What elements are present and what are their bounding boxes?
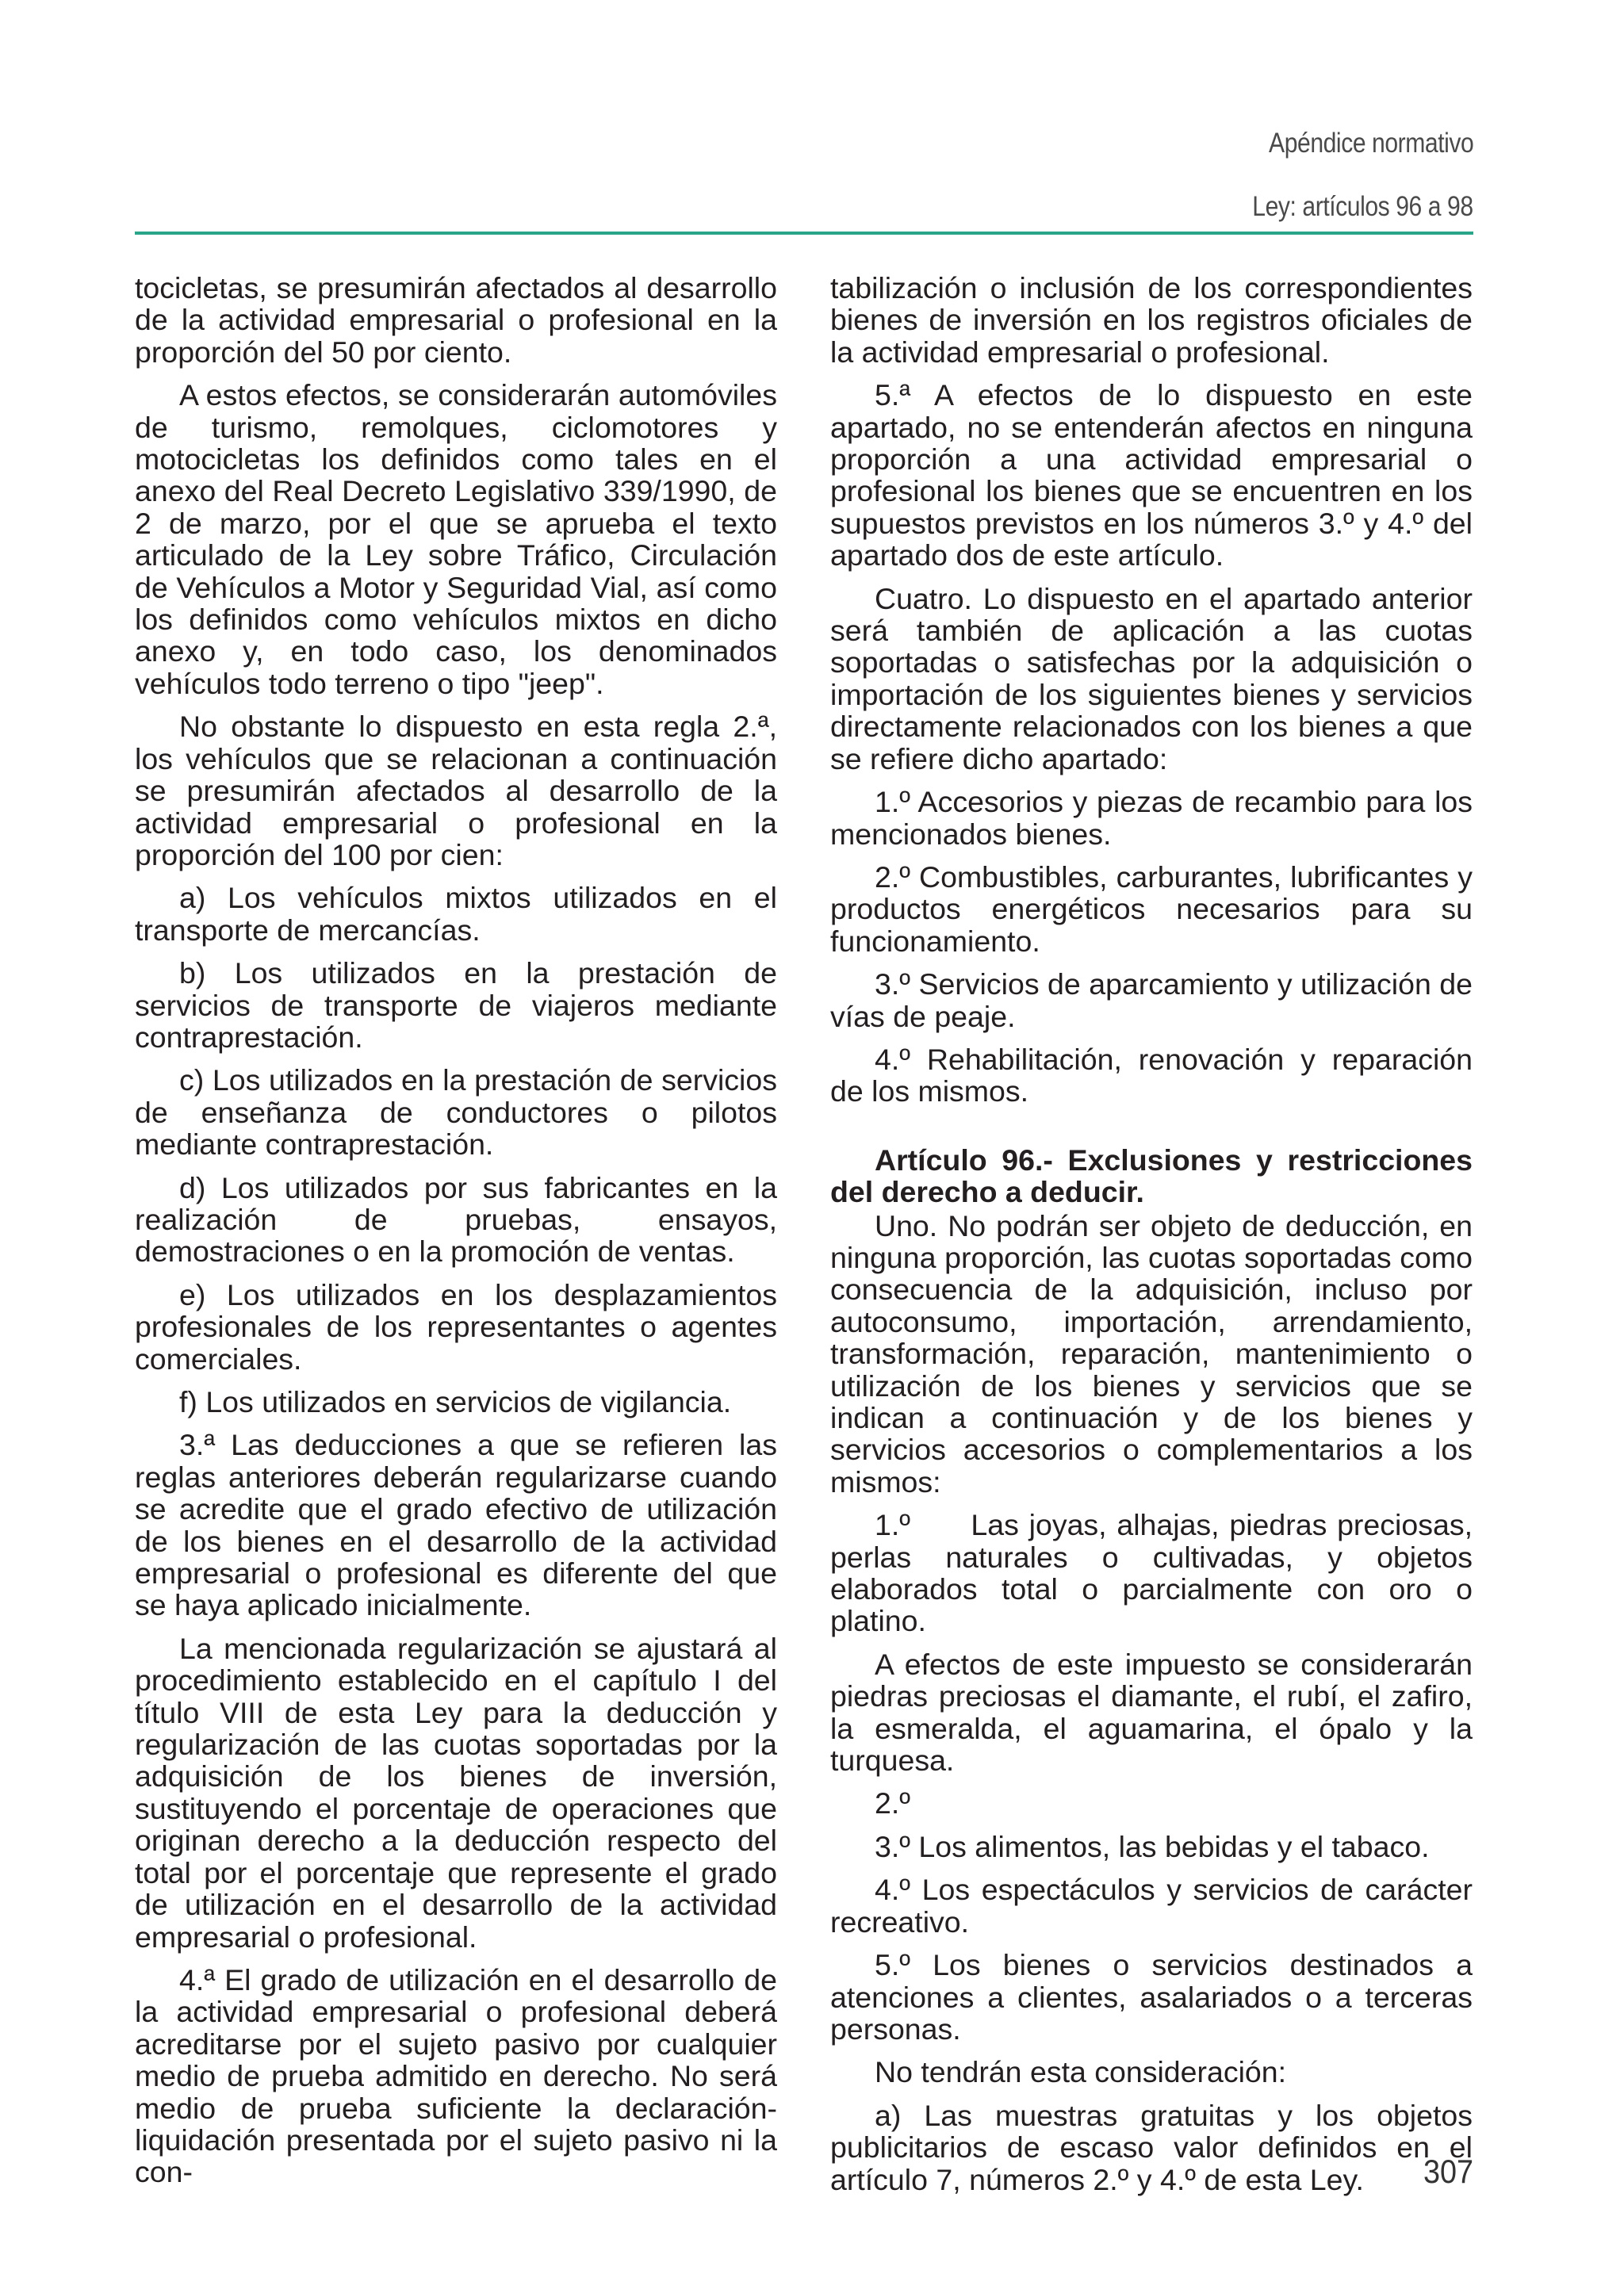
right-column xyxy=(830,271,1481,2207)
paragraph: 5.ª A efectos de lo dispuesto en este apartado, no se entenderán afectos en ninguna proporción a una actividad empresarial o profesional los bienes que se encuentren en los supuestos previstos en los números 3.º y 4.º del apartado dos de este artículo. xyxy=(830,378,1473,572)
paragraph: La mencionada regularización se ajustará al procedimiento establecido en el capítulo I del título VIII de esta Ley para la deducción y regularización de las cuotas soportadas por la adquisición de los bienes de inversión, sustituyendo el porcentaje de operaciones que originan derecho a la deducción respecto del total por el porcentaje que represente el grado de utilización en el desarrollo de la actividad empresarial o profesional. xyxy=(135,1631,777,1954)
paragraph: No obstante lo dispuesto en esta regla 2.ª, los vehículos que se relacionan a continuación se presumirán afectados al desarrollo de la actividad empresarial o profesional en la proporción del 100 por cien: xyxy=(135,710,777,871)
paragraph: 4.ª El grado de utilización en el desarrollo de la actividad empresarial o profesional deberá acreditarse por el sujeto pasivo por cualquier medio de prueba admitido en derecho. No será medio de prueba suficiente la declaración-liquidación presentada por el sujeto pasivo ni la con- xyxy=(135,1962,777,2189)
paragraph: e) Los utilizados en los desplazamientos profesionales de los representantes o agentes comerciales. xyxy=(135,1277,777,1376)
paragraph: 2.º Combustibles, carburantes, lubrificantes y productos energéticos necesarios para su funcionamiento. xyxy=(830,859,1473,958)
paragraph: Cuatro. Lo dispuesto en el apartado anterior será también de aplicación a las cuotas soportadas o satisfechas por la adquisición o importación de los siguientes bienes y servicios directamente relacionados con los bienes a que se refiere dicho apartado: xyxy=(830,581,1473,775)
paragraph: b) Los utilizados en la prestación de servicios de transporte de viajeros mediante contraprestación. xyxy=(135,956,777,1054)
page-number: 307 xyxy=(1423,2153,1473,2190)
paragraph: A estos efectos, se considerarán automóviles de turismo, remolques, ciclomotores y motocicletas los definidos como tales en el anexo del Real Decreto Legislativo 339/1990, de 2 de marzo, por el que se aprueba el texto articulado de la Ley sobre Tráfico, Circulación de Vehículos a Motor y Seguridad Vial, así como los definidos como vehículos mixtos en dicho anexo y, en todo caso, los denominados vehículos todo terreno o tipo "jeep". xyxy=(135,378,777,700)
paragraph: 5.º Los bienes o servicios destinados a atenciones a clientes, asalariados o a terceras personas. xyxy=(830,1948,1473,2046)
paragraph: tabilización o inclusión de los correspondientes bienes de inversión en los registros oficiales de la actividad empresarial o profesional. xyxy=(830,271,1473,369)
header-subsection: Ley: artículos 96 a 98 xyxy=(1252,191,1473,222)
paragraph: Uno. No podrán ser objeto de deducción, en ninguna proporción, las cuotas soportadas como consecuencia de la adquisición, incluso por autoconsumo, importación, arrendamiento, transformación, reparación, mantenimiento o utilización de los bienes y servicios que se indican a continuación y de los bienes y servicios accesorios o complementarios a los mismos: xyxy=(830,1208,1473,1499)
paragraph: d) Los utilizados por sus fabricantes en la realización de pruebas, ensayos, demostraciones o en la promoción de ventas. xyxy=(135,1170,777,1269)
paragraph: 1.º Accesorios y piezas de recambio para los mencionados bienes. xyxy=(830,785,1473,851)
paragraph: No tendrán esta consideración: xyxy=(875,2055,1287,2089)
article-heading: Artículo 96.- Exclusiones y restricciones del derecho a deducir. xyxy=(830,1143,1473,1209)
paragraph: 4.º Los espectáculos y servicios de carácter recreativo. xyxy=(830,1873,1473,1939)
paragraph: 2.º xyxy=(875,1786,910,1820)
paragraph: 3.º Servicios de aparcamiento y utilización de vías de peaje. xyxy=(830,967,1473,1033)
paragraph: c) Los utilizados en la prestación de servicios de enseñanza de conductores o pilotos mediante contraprestación. xyxy=(135,1063,777,1162)
paragraph: 1.º Las joyas, alhajas, piedras preciosas, perlas naturales o cultivadas, y objetos elaborados total o parcialmente con oro o platino. xyxy=(830,1508,1481,1638)
header-divider xyxy=(135,232,1473,235)
paragraph: f) Los utilizados en servicios de vigilancia. xyxy=(179,1385,732,1418)
paragraph: tocicletas, se presumirán afectados al desarrollo de la actividad empresarial o profesional en la proporción del 50 por ciento. xyxy=(135,271,777,369)
left-column xyxy=(135,272,777,2199)
header-section: Apéndice normativo xyxy=(1268,128,1473,159)
paragraph: 4.º Rehabilitación, renovación y reparación de los mismos. xyxy=(830,1042,1473,1108)
paragraph: a) Los vehículos mixtos utilizados en el transporte de mercancías. xyxy=(135,881,777,947)
paragraph: 3.ª Las deducciones a que se refieren las reglas anteriores deberán regularizarse cuando se acredite que el grado efectivo de utilización de los bienes en el desarrollo de la actividad empresarial o profesional es diferente del que se haya aplicado inicialmente. xyxy=(135,1428,777,1622)
paragraph: 3.º Los alimentos, las bebidas y el tabaco. xyxy=(875,1829,1430,1863)
paragraph: A efectos de este impuesto se considerarán piedras preciosas el diamante, el rubí, el zafiro, la esmeralda, el aguamarina, el ópalo y la turquesa. xyxy=(830,1647,1473,1778)
paragraph: a) Las muestras gratuitas y los objetos publicitarios de escaso valor definidos en el artículo 7, números 2.º y 4.º de esta Ley. xyxy=(830,2098,1473,2196)
